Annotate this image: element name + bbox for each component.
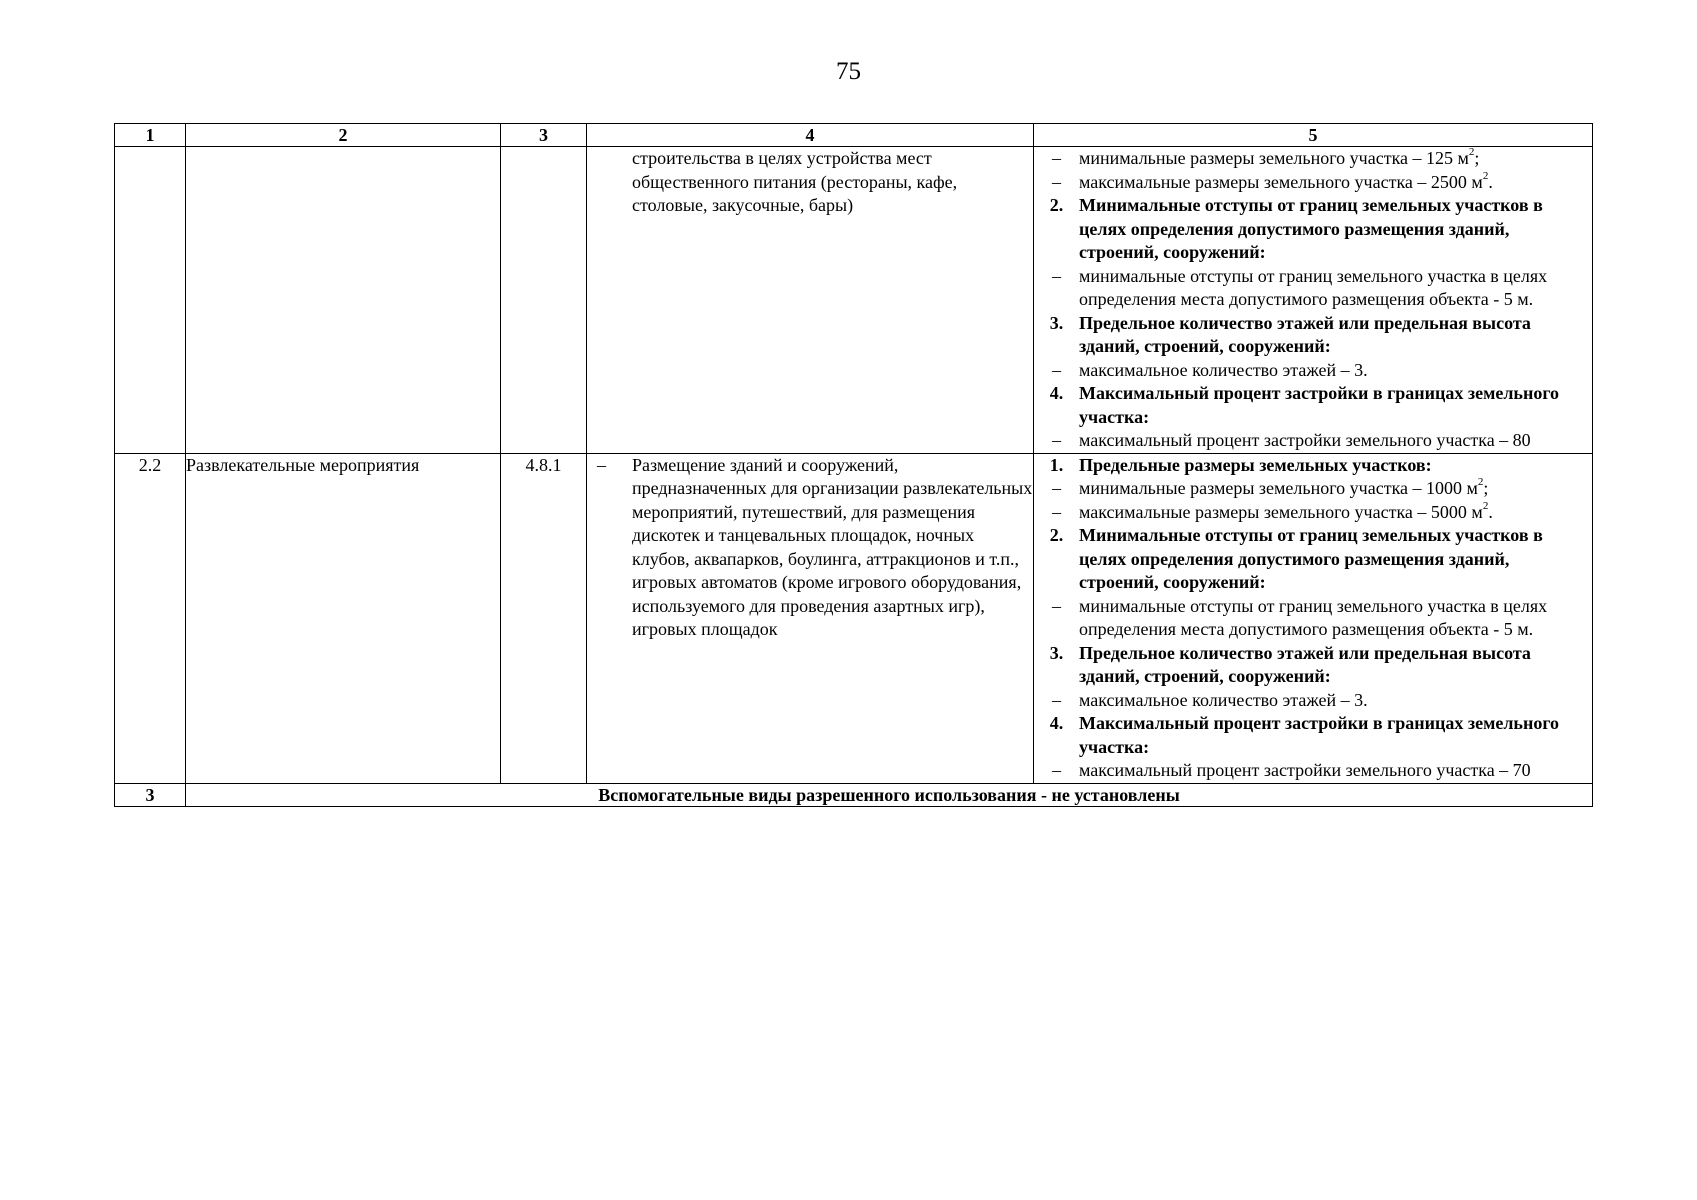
use-description: Размещение зданий и сооружений, предназначенных для организации развлекательных мероприятий, путешествий, для размещения дискотек и танцевальных площадок, ночных клубов, аквапарков, боулинга, аттракционов и т.п., игровых автоматов (кроме игрового оборудования, используемого для проведения азартных игр), игровых площадок	[632, 454, 1033, 639]
parameter-text: минимальные отступы от границ земельного участка в целях определения места допустимого размещения объекта - 5 м.	[1079, 595, 1548, 639]
parameter-text: минимальные размеры земельного участка – 125 м	[1079, 148, 1469, 168]
parameter-item	[1034, 595, 1592, 642]
parameter-heading	[1034, 454, 1592, 478]
use-name: Развлекательные мероприятия	[186, 453, 501, 783]
table-row	[115, 147, 1593, 454]
parameter-heading	[1034, 642, 1592, 689]
list-marker: –	[1052, 171, 1061, 192]
list-marker: –	[1052, 359, 1061, 380]
parameter-text: Предельные размеры земельных участков:	[1079, 454, 1432, 475]
parameter-text: Предельное количество этажей или предельная высота зданий, строений, сооружений:	[1079, 642, 1531, 686]
land-use-table	[114, 123, 1593, 807]
parameter-heading	[1034, 712, 1592, 759]
superscript: 2	[1468, 146, 1475, 158]
punctuation: .	[1488, 171, 1493, 192]
parameter-text: минимальные отступы от границ земельного участка в целях определения места допустимого размещения объекта - 5 м.	[1079, 265, 1548, 309]
list-marker: –	[1052, 430, 1061, 450]
list-marker: 3.	[1049, 642, 1064, 663]
parameter-heading	[1034, 524, 1592, 595]
use-code	[501, 147, 587, 454]
list-marker: –	[1052, 595, 1061, 616]
parameter-item	[1034, 171, 1592, 195]
use-description-cell	[587, 147, 1034, 454]
parameter-item	[1034, 689, 1592, 713]
parameter-heading	[1034, 194, 1592, 265]
use-description: строительства в целях устройства мест общественного питания (рестораны, кафе, столовые, закусочные, бары)	[632, 148, 958, 215]
parameter-text: минимальные размеры земельного участка – 1000 м	[1079, 478, 1478, 498]
parameter-heading	[1034, 312, 1592, 359]
list-marker: –	[1052, 265, 1061, 286]
parameter-item	[1034, 429, 1592, 453]
column-header: 5	[1034, 124, 1593, 147]
parameter-item	[1034, 477, 1592, 501]
list-marker: 4.	[1049, 713, 1064, 733]
table-footer-row	[115, 783, 1593, 806]
punctuation: .	[1488, 501, 1493, 522]
list-marker: –	[1052, 689, 1061, 710]
parameter-text: максимальный процент застройки земельного участка – 70	[1079, 760, 1531, 780]
description-dash: –	[597, 454, 606, 475]
parameter-text: Предельное количество этажей или предельная высота зданий, строений, сооружений:	[1079, 312, 1531, 356]
punctuation: ;	[1474, 148, 1480, 168]
list-marker: 3.	[1049, 312, 1064, 333]
parameter-item	[1034, 759, 1592, 783]
parameter-text: максимальный процент застройки земельного участка – 80	[1079, 430, 1531, 450]
list-marker: –	[1052, 501, 1061, 522]
superscript: 2	[1482, 499, 1489, 512]
parameter-item	[1034, 147, 1592, 171]
parameter-text: максимальное количество этажей – 3.	[1079, 689, 1368, 710]
parameter-text: Минимальные отступы от границ земельных участков в целях определения допустимого размещения зданий, строений, сооружений:	[1079, 195, 1543, 262]
list-marker: 4.	[1049, 383, 1064, 403]
row-number	[115, 147, 186, 454]
use-description-cell	[587, 453, 1034, 783]
column-header: 3	[501, 124, 587, 147]
use-code: 4.8.1	[501, 453, 587, 783]
list-marker: –	[1052, 148, 1061, 168]
parameter-item	[1034, 359, 1592, 383]
parameters-cell	[1034, 453, 1593, 783]
footer-text: Вспомогательные виды разрешенного использования - не установлены	[186, 783, 1593, 806]
list-marker: 1.	[1049, 454, 1064, 475]
parameter-item	[1034, 501, 1592, 525]
footer-number: 3	[115, 783, 186, 806]
table-row	[115, 453, 1593, 783]
parameter-text: максимальное количество этажей – 3.	[1079, 359, 1368, 380]
parameter-text: максимальные размеры земельного участка – 5000 м	[1079, 501, 1483, 522]
parameter-heading	[1034, 382, 1592, 429]
parameter-text: Минимальные отступы от границ земельных участков в целях определения допустимого размещения зданий, строений, сооружений:	[1079, 525, 1543, 592]
column-header: 2	[186, 124, 501, 147]
column-header: 1	[115, 124, 186, 147]
list-marker: 2.	[1049, 525, 1064, 545]
use-name	[186, 147, 501, 454]
superscript: 2	[1477, 476, 1484, 488]
description-dash	[587, 147, 632, 218]
parameters-cell	[1034, 147, 1593, 454]
list-marker: –	[1052, 760, 1061, 780]
list-marker: 2.	[1049, 195, 1064, 215]
table-header-row	[115, 124, 1593, 147]
superscript: 2	[1482, 169, 1489, 182]
column-header: 4	[587, 124, 1034, 147]
page-number: 75	[836, 58, 861, 85]
parameter-text: максимальные размеры земельного участка – 2500 м	[1079, 171, 1483, 192]
list-marker: –	[1052, 478, 1061, 498]
row-number: 2.2	[115, 453, 186, 783]
parameter-text: Максимальный процент застройки в границах земельного участка:	[1079, 713, 1560, 757]
punctuation: ;	[1483, 478, 1489, 498]
parameter-item	[1034, 265, 1592, 312]
parameter-text: Максимальный процент застройки в границах земельного участка:	[1079, 383, 1560, 427]
